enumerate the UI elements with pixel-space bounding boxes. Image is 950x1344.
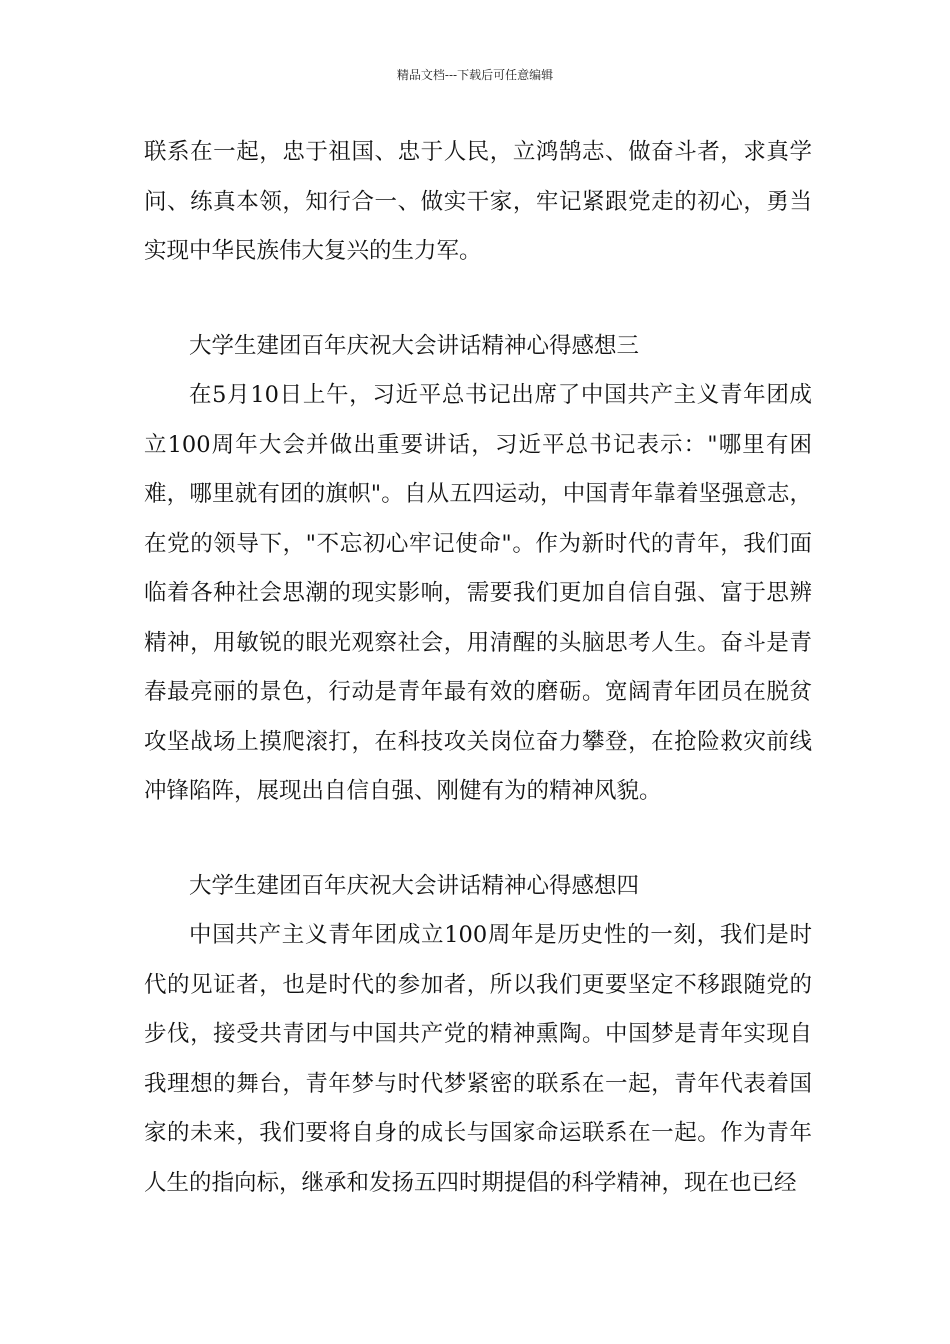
paragraph-continuation: 联系在一起，忠于祖国、忠于人民，立鸿鹄志、做奋斗者，求真学问、练真本领，知行合一、做实干家，牢记紧跟党走的初心，勇当实现中华民族伟大复兴的生力军。 <box>144 139 812 264</box>
document-body <box>144 128 812 1208</box>
section-gap <box>144 277 812 322</box>
section-gap <box>144 817 812 862</box>
section-heading-four: 大学生建团百年庆祝大会讲话精神心得感想四 <box>189 872 640 899</box>
paragraph-section-three: 在5月10日上午，习近平总书记出席了中国共产主义青年团成立100周年大会并做出重要讲话，习近平总书记表示："哪里有困难，哪里就有团的旗帜"。自从五四运动，中国青年靠着坚强意志，在党的领导下，"不忘初心牢记使命"。作为新时代的青年，我们面临着各种社会思潮的现实影响，需要我们更加自信自强、富于思辨精神，用敏锐的眼光观察社会，用清醒的头脑思考人生。奋斗是青春最亮丽的景色，行动是青年最有效的磨砺。宽阔青年团员在脱贫攻坚战场上摸爬滚打，在科技攻关岗位奋力攀登，在抢险救灾前线冲锋陷阵，展现出自信自强、刚健有为的精神风貌。 <box>144 382 812 804</box>
section-heading-three: 大学生建团百年庆祝大会讲话精神心得感想三 <box>189 332 640 359</box>
paragraph-section-four: 中国共产主义青年团成立100周年是历史性的一刻，我们是时代的见证者，也是时代的参加者，所以我们更要坚定不移跟随党的步伐，接受共青团与中国共产党的精神熏陶。中国梦是青年实现自我理想的舞台，青年梦与时代梦紧密的联系在一起，青年代表着国家的未来，我们要将自身的成长与国家命运联系在一起。作为青年人生的指向标，继承和发扬五四时期提倡的科学精神，现在也已经 <box>144 922 812 1196</box>
page-header: 精品文档---下载后可任意编辑 <box>396 68 554 82</box>
